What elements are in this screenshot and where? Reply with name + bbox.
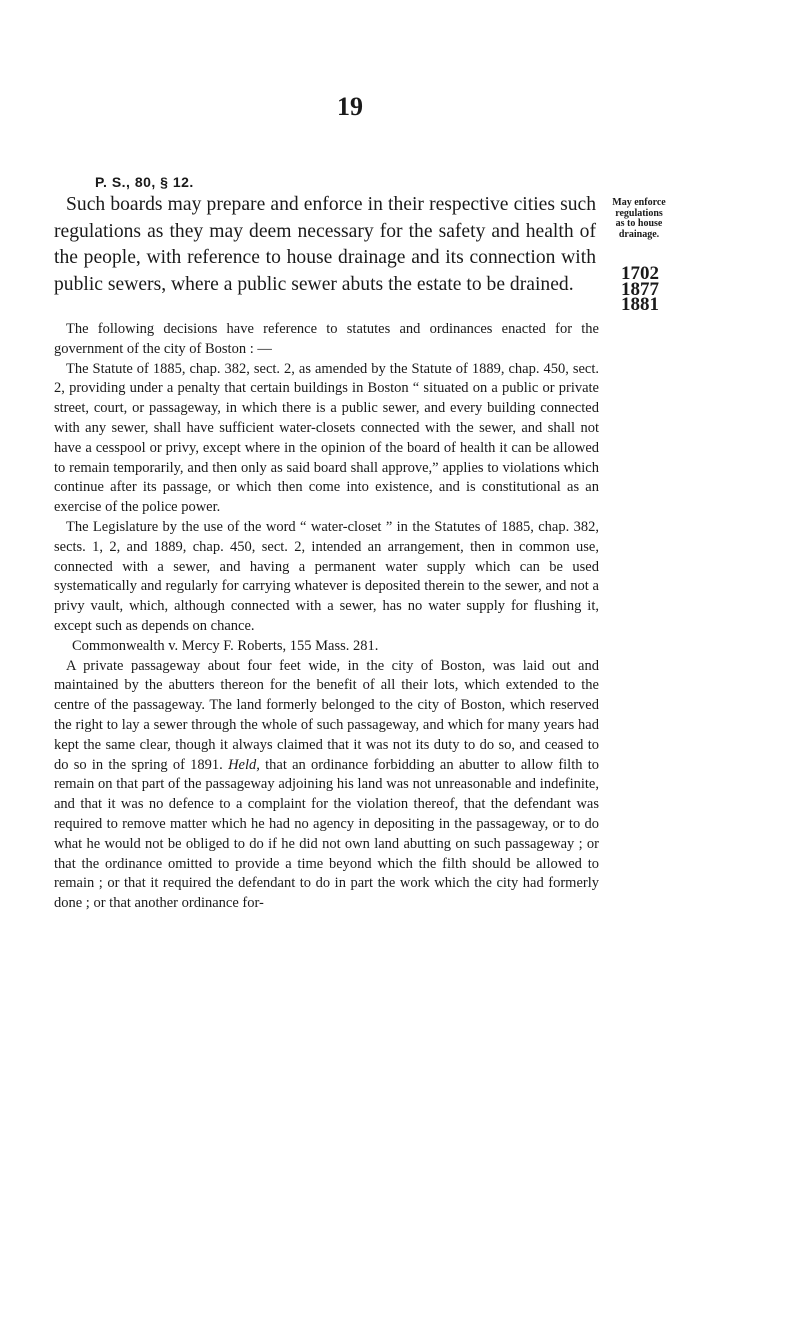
note-paragraph: The Statute of 1885, chap. 382, sect. 2, as amended by the Statute of 1889, chap. 450, sect. 2, providing under a penalty that certain buildings in Boston “ situated on a public or private street, court, or passageway, in which there is a public sewer, and every building connected with any sewer, shall have sufficient water-closets connected with the sewer, and shall not have a cesspool or privy, except where in the opinion of the board of health it can be allowed to remain temporarily, and then only as said board shall approve,” applies to violations which continue after its passage, or which then come into existence, and is constitutional as an exercise of the police power.	[54, 360, 599, 516]
note-paragraph	[54, 657, 599, 914]
statute-text: Such boards may prepare and enforce in their respective cities such regulations as they may deem necessary for the safety and health of the people, with reference to house drainage and its connection with public sewers, where a public sewer abuts the estate to be drained.	[54, 194, 596, 295]
note-text: that an ordinance forbidding an abutter to allow filth to remain on that part of the passageway adjoining his land was not unreasonable and indefinite, and that it was no defence to a complaint for the violation thereof, that the defendant was required to remove matter which he had no agency in depositing in the passageway, or to do what he would not be obliged to do if he did not own land abutting on such passageway ; or that the ordinance omitted to provide a time beyond which the filth should be allowed to remain ; or that it required the defendant to do in part the work which the city had formerly done ; or that another ordinance for-	[54, 756, 600, 912]
margin-year: 1877	[621, 278, 659, 300]
margin-note-line: drainage.	[618, 228, 660, 240]
margin-note-line: as to house	[615, 218, 663, 229]
margin-note-line: regulations	[615, 207, 663, 219]
margin-note	[600, 198, 678, 240]
note-paragraph: The Legislature by the use of the word “ water-closet ” in the Statutes of 1885, chap. 382, sects. 1, 2, and 1889, chap. 450, sect. 2, intended an arrangement, then in common use, connected with a sewer, and having a permanent water supply which can be used systematically and regularly for carrying whatever is deposited therein to the sewer, and not a privy vault, which, although connected with a sewer, has no water supply for flushing it, except such as depends on chance.	[54, 518, 599, 634]
margin-note-line: May enforce	[612, 197, 666, 208]
note-text: A private passageway about four feet wide, in the city of Boston, was laid out and maintained by the abutters thereon for the benefit of all their lots, which extended to the centre of the passageway. The land formerly belonged to the city of Boston, which reserved the right to lay a sewer through the whole of such passageway, and which for many years had kept the same clear, though it always claimed that it was not its duty to do so, and ceased to do so in the spring of 1891.	[54, 657, 599, 773]
annotation-notes	[54, 320, 599, 914]
held-label: Held,	[228, 756, 260, 773]
notes-intro: The following decisions have reference to statutes and ordinances enacted for the government of the city of Boston : —	[54, 321, 599, 357]
case-citation: Commonwealth v. Mercy F. Roberts, 155 Mass. 281.	[72, 637, 379, 654]
page-number: 19	[337, 92, 363, 121]
margin-years	[604, 263, 676, 315]
margin-year: 1881	[621, 294, 659, 315]
margin-year: 1702	[621, 263, 659, 284]
section-reference: P. S., 80, § 12.	[95, 174, 194, 190]
